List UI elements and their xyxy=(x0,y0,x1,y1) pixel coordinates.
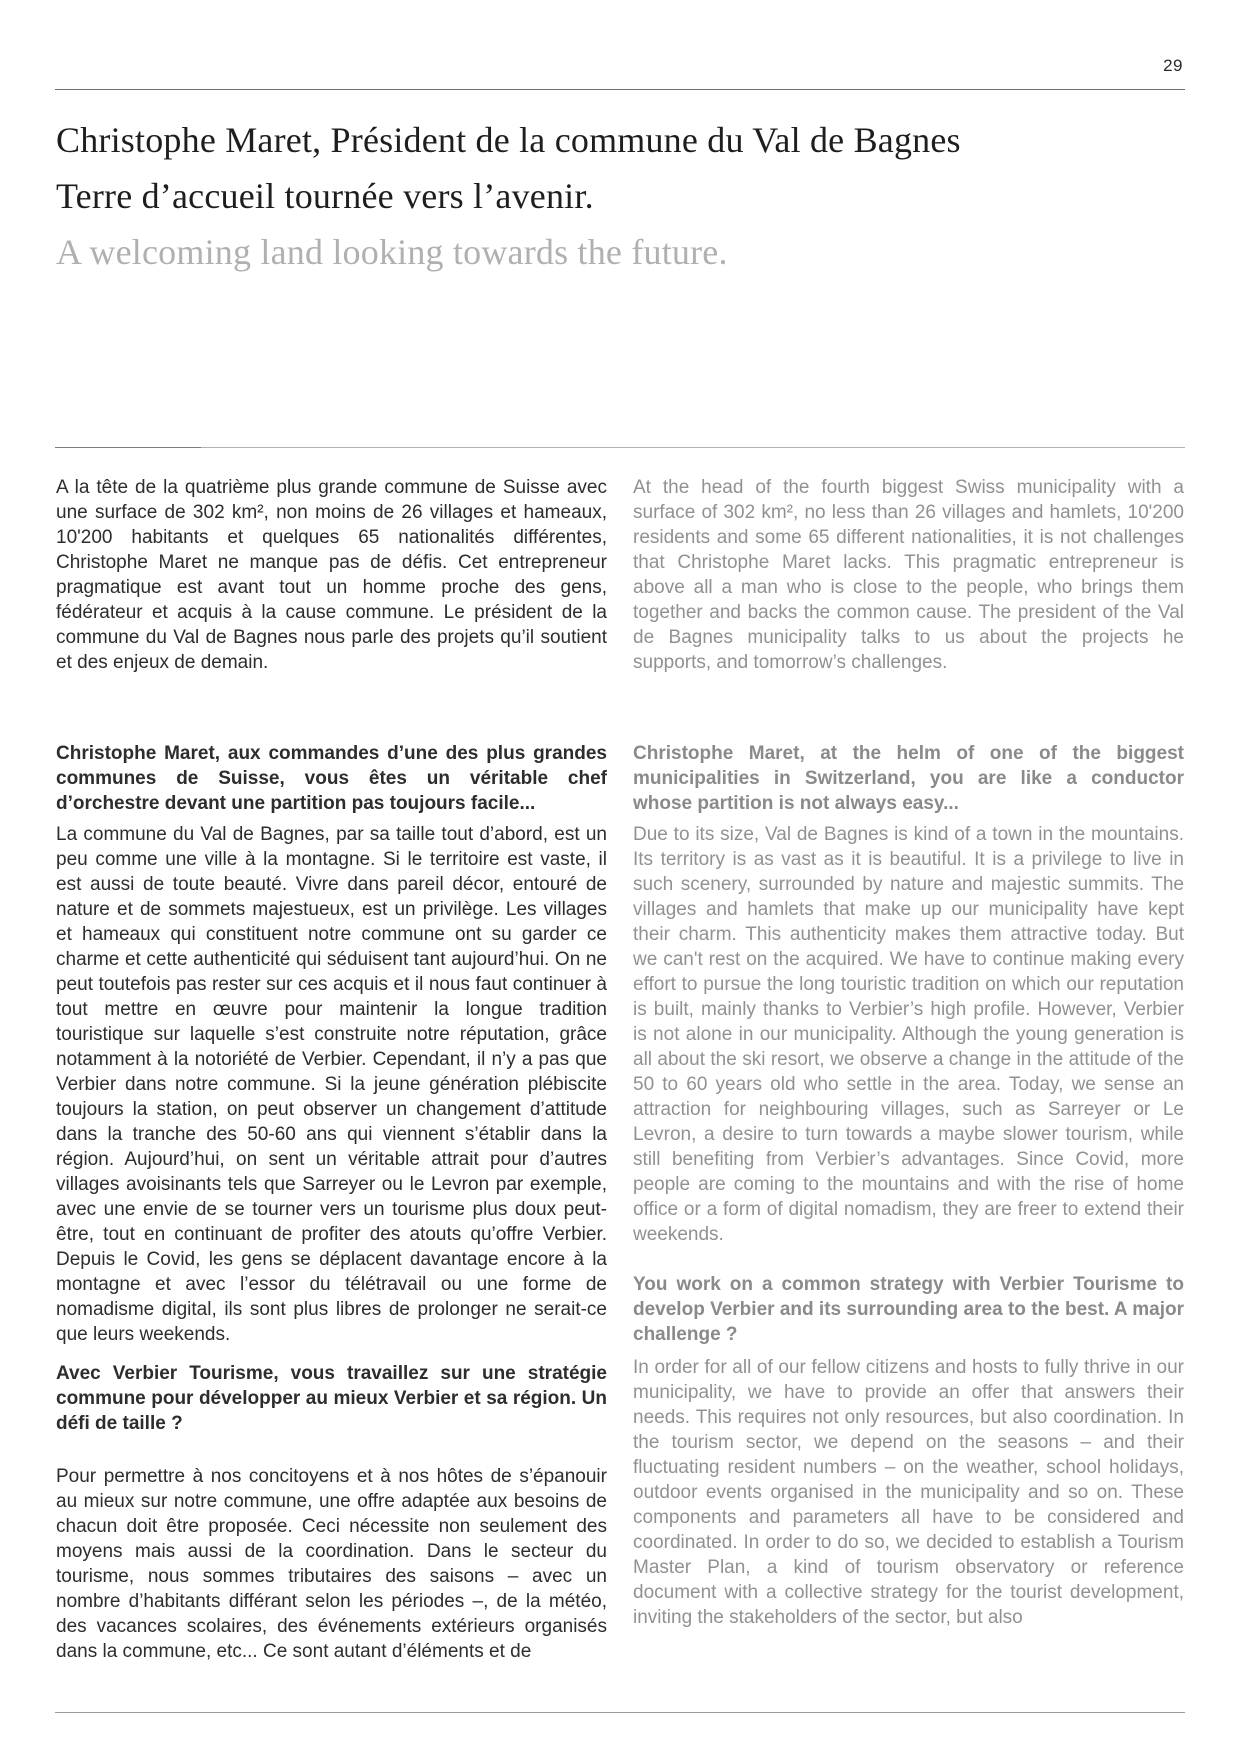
mid-divider-rule-accent xyxy=(55,447,201,448)
english-question-1: Christophe Maret, at the helm of one of the biggest municipalities in Switzerland, you are like a conductor whose partition is not always easy... xyxy=(633,743,1184,814)
article-body xyxy=(56,475,1184,1664)
page-number: 29 xyxy=(1163,56,1183,75)
article-title-line1: Christophe Maret, Président de la commune du Val de Bagnes xyxy=(56,120,961,160)
french-lead-paragraph: A la tête de la quatrième plus grande commune de Suisse avec une surface de 302 km², non moins de 26 villages et hameaux, 10'200 habitants et quelques 65 nationalités différentes, Christophe Maret ne manque pas de défis. Cet entrepreneur pragmatique est avant tout un homme proche des gens, fédérateur et acquis à la cause commune. Le président de la commune du Val de Bagnes nous parle des projets qu’il soutient et des enjeux de demain. xyxy=(56,477,607,673)
bottom-divider-rule xyxy=(55,1712,1185,1713)
article-header xyxy=(56,112,1186,280)
french-question-1: Christophe Maret, aux commandes d’une des plus grandes communes de Suisse, vous êtes un véritable chef d’orchestre devant une partition pas toujours facile... xyxy=(56,743,607,814)
english-answer-1: Due to its size, Val de Bagnes is kind of a town in the mountains. Its territory is as vast as it is beautiful. It is a privilege to live in such scenery, surrounded by nature and majestic summits. The villages and hamlets that make up our municipality have kept their charm. This authenticity makes them attractive today. But we can't rest on the acquired. We have to continue making every effort to pursue the long touristic tradition on which our reputation is built, mainly thanks to Verbier’s high profile. However, Verbier is not alone in our municipality. Although the young generation is all about the ski resort, we observe a change in the attitude of the 50 to 60 years old who settle in the area. Today, we sense an attraction for neighbouring villages, such as Sarreyer or Le Levron, a desire to turn towards a maybe slower tourism, while still benefiting from Verbier’s advantages. Since Covid, more people are coming to the mountains and with the rise of home office or a form of digital nomadism, they are freer to extend their weekends. xyxy=(633,824,1184,1245)
english-column xyxy=(633,475,1184,1664)
french-answer-1: La commune du Val de Bagnes, par sa taille tout d’abord, est un peu comme une ville à la montagne. Si le territoire est vaste, il est aussi de toute beauté. Vivre dans pareil décor, entouré de nature et de sommets majestueux, est un privilège. Les villages et hameaux qui constituent notre commune ont su garder ce charme et cette authenticité qui séduisent tant aujourd’hui. On ne peut toutefois pas rester sur ces acquis et il nous faut continuer à tout mettre en œuvre pour maintenir la longue tradition touristique sur laquelle s’est construite notre réputation, grâce notamment à la notoriété de Verbier. Cependant, il n’y a pas que Verbier dans notre commune. Si la jeune génération plébiscite toujours la station, on peut observer un changement d’attitude dans la tranche des 50-60 ans qui viennent s’établir dans la région. Aujourd’hui, on sent un véritable attrait pour d’autres villages avoisinants tels que Sarreyer ou le Levron par exemple, avec une envie de se tourner vers un tourisme plus doux peut-être, tout en continuant de profiter des atouts qu’offre Verbier. Depuis le Covid, les gens se déplacent davantage encore à la montagne et avec l’essor du télétravail ou une forme de nomadisme digital, ils sont plus libres de prolonger ne serait-ce que leurs weekends. xyxy=(56,824,607,1345)
english-question-2: You work on a common strategy with Verbier Tourisme to develop Verbier and its surrounding area to the best. A major challenge ? xyxy=(633,1274,1184,1345)
article-title-line2: Terre d’accueil tournée vers l’avenir. xyxy=(56,176,594,216)
french-column xyxy=(56,475,607,1664)
article-subtitle-english: A welcoming land looking towards the future. xyxy=(56,232,728,272)
english-answer-2: In order for all of our fellow citizens and hosts to fully thrive in our municipality, we have to provide an offer that answers their needs. This requires not only resources, but also coordination. In the tourism sector, we depend on the seasons – and their fluctuating resident numbers – on the weather, school holidays, outdoor events organised in the municipality and so on. These components and parameters all have to be considered and coordinated. In order to do so, we decided to establish a Tourism Master Plan, a kind of tourism observatory or reference document with a collective strategy for the tourist development, inviting the stakeholders of the sector, but also xyxy=(633,1357,1184,1628)
mid-divider-rule xyxy=(55,447,1185,448)
french-question-2: Avec Verbier Tourisme, vous travaillez sur une stratégie commune pour développer au mieux Verbier et sa région. Un défi de taille ? xyxy=(56,1363,607,1434)
top-divider-rule xyxy=(55,89,1185,90)
french-answer-2: Pour permettre à nos concitoyens et à nos hôtes de s’épanouir au mieux sur notre commune, une offre adaptée aux besoins de chacun doit être proposée. Ceci nécessite non seulement des moyens mais aussi de la coordination. Dans le secteur du tourisme, nous sommes tributaires des saisons – avec un nombre d’habitants différant selon les périodes –, de la météo, des vacances scolaires, des événements extérieurs organisés dans la commune, etc... Ce sont autant d’éléments et de xyxy=(56,1466,607,1662)
english-lead-paragraph: At the head of the fourth biggest Swiss municipality with a surface of 302 km², no less than 26 villages and hamlets, 10'200 residents and some 65 different nationalities, it is not challenges that Christophe Maret lacks. This pragmatic entrepreneur is above all a man who is close to the people, who brings them together and backs the common cause. The president of the Val de Bagnes municipality talks to us about the projects he supports, and tomorrow’s challenges. xyxy=(633,477,1184,673)
